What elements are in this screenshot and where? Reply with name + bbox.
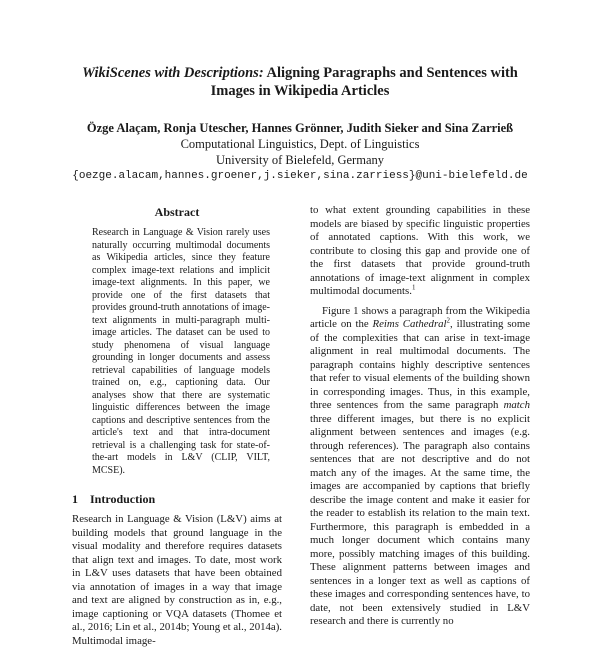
right-paragraph-1-text: to what extent grounding capabilities in these models are biased by specific linguistic properties of annotated captions. With this work, we contribute to closing this gap and provide one of the first datasets that provide ground-truth annotations of image-text alignment in complex multimodal documents.: [310, 204, 530, 297]
right-paragraph-2-part-c: three different images, but there is no explicit alignment between sentences and images (e.g. through references). The paragraph also contains sentences that are not descriptive and do not match any of the images. At the same time, the images are accompanied by captions that briefly describe the image content and make it easier for the reader to establish its relation to the main text. Furthermore, this paragraph is embedded in a much longer document which contains many more, possibly matching images of this building. These alignment patterns between images and sentences in a longer text as well as captions of these images and corresponding sentences have, to date, not been extensively studied in L&V research and there is currently no: [310, 412, 530, 627]
footnote-marker-1: 1: [411, 283, 416, 292]
match-emphasis: match: [503, 399, 530, 411]
right-paragraph-2-part-b: , illustrating some of the complexities that can arise in text-image alignment in real multimodal documents. The paragraph contains highly descriptive sentences that refer to visual elements of the building shown in corresponding images. Thus, in this example, three sentences from the same paragraph: [310, 318, 531, 411]
title-italic-part: WikiScenes with Descriptions:: [82, 65, 264, 81]
left-column: [72, 204, 282, 648]
section-number: 1: [72, 492, 78, 506]
right-paragraph-1: [310, 204, 530, 299]
title-main-part: Aligning Paragraphs and Sentences with Images in Wikipedia Articles: [210, 65, 518, 99]
right-paragraph-2: [310, 305, 530, 629]
right-column: [310, 204, 530, 629]
section-title: Introduction: [90, 492, 156, 506]
author-names: Özge Alaçam, Ronja Utescher, Hannes Grönner, Judith Sieker and Sina Zarrieß: [86, 121, 514, 135]
introduction-paragraph: Research in Language & Vision (L&V) aims at building models that ground language in the visual modality and therefore requires datasets that align text and images. To date, most work in L&V uses datasets that have been obtained via annotation of images in a way that image and text are aligned by construction as in, e.g., image captioning or VQA datasets (Thomee et al., 2016; Lin et al., 2014b; Young et al., 2014a). Multimodal image-: [72, 513, 282, 647]
reims-cathedral-reference: Reims Cathedral: [372, 318, 447, 330]
section-heading-introduction: [72, 491, 282, 507]
affiliation-university: University of Bielefeld, Germany: [215, 153, 384, 167]
right-paragraph-2-part-a: Figure 1 shows a paragraph from the Wikipedia article on the: [310, 304, 530, 330]
author-emails: {oezge.alacam,hannes.groener,j.sieker,sina.zarriess}@uni-bielefeld.de: [72, 170, 528, 182]
affiliation-department: Computational Linguistics, Dept. of Linguistics: [180, 137, 420, 151]
footnote-marker-2: 2: [446, 316, 451, 325]
abstract-heading: Abstract: [154, 205, 200, 219]
paper-title: [60, 64, 540, 100]
abstract-text: Research in Language & Vision rarely uses naturally occurring multimodal documents as Wikipedia articles, since they feature complex image-text relations and implicit image-text alignments. In this paper, we provide one of the first datasets that provides ground-truth annotations of image-text alignments in multi-paragraph multi-image articles. The dataset can be used to study phenomena of visual language grounding in longer documents and assess retrieval capabilities of language models trained on, e.g., captioning data. Our analyses show that there are systematic linguistic differences between the image captions and descriptive sentences from the article's text and that intra-document retrieval is a challenging task for state-of-the-art models in L&V (CLIP, VILT, MCSE).: [92, 227, 270, 476]
author-block: [40, 120, 560, 184]
